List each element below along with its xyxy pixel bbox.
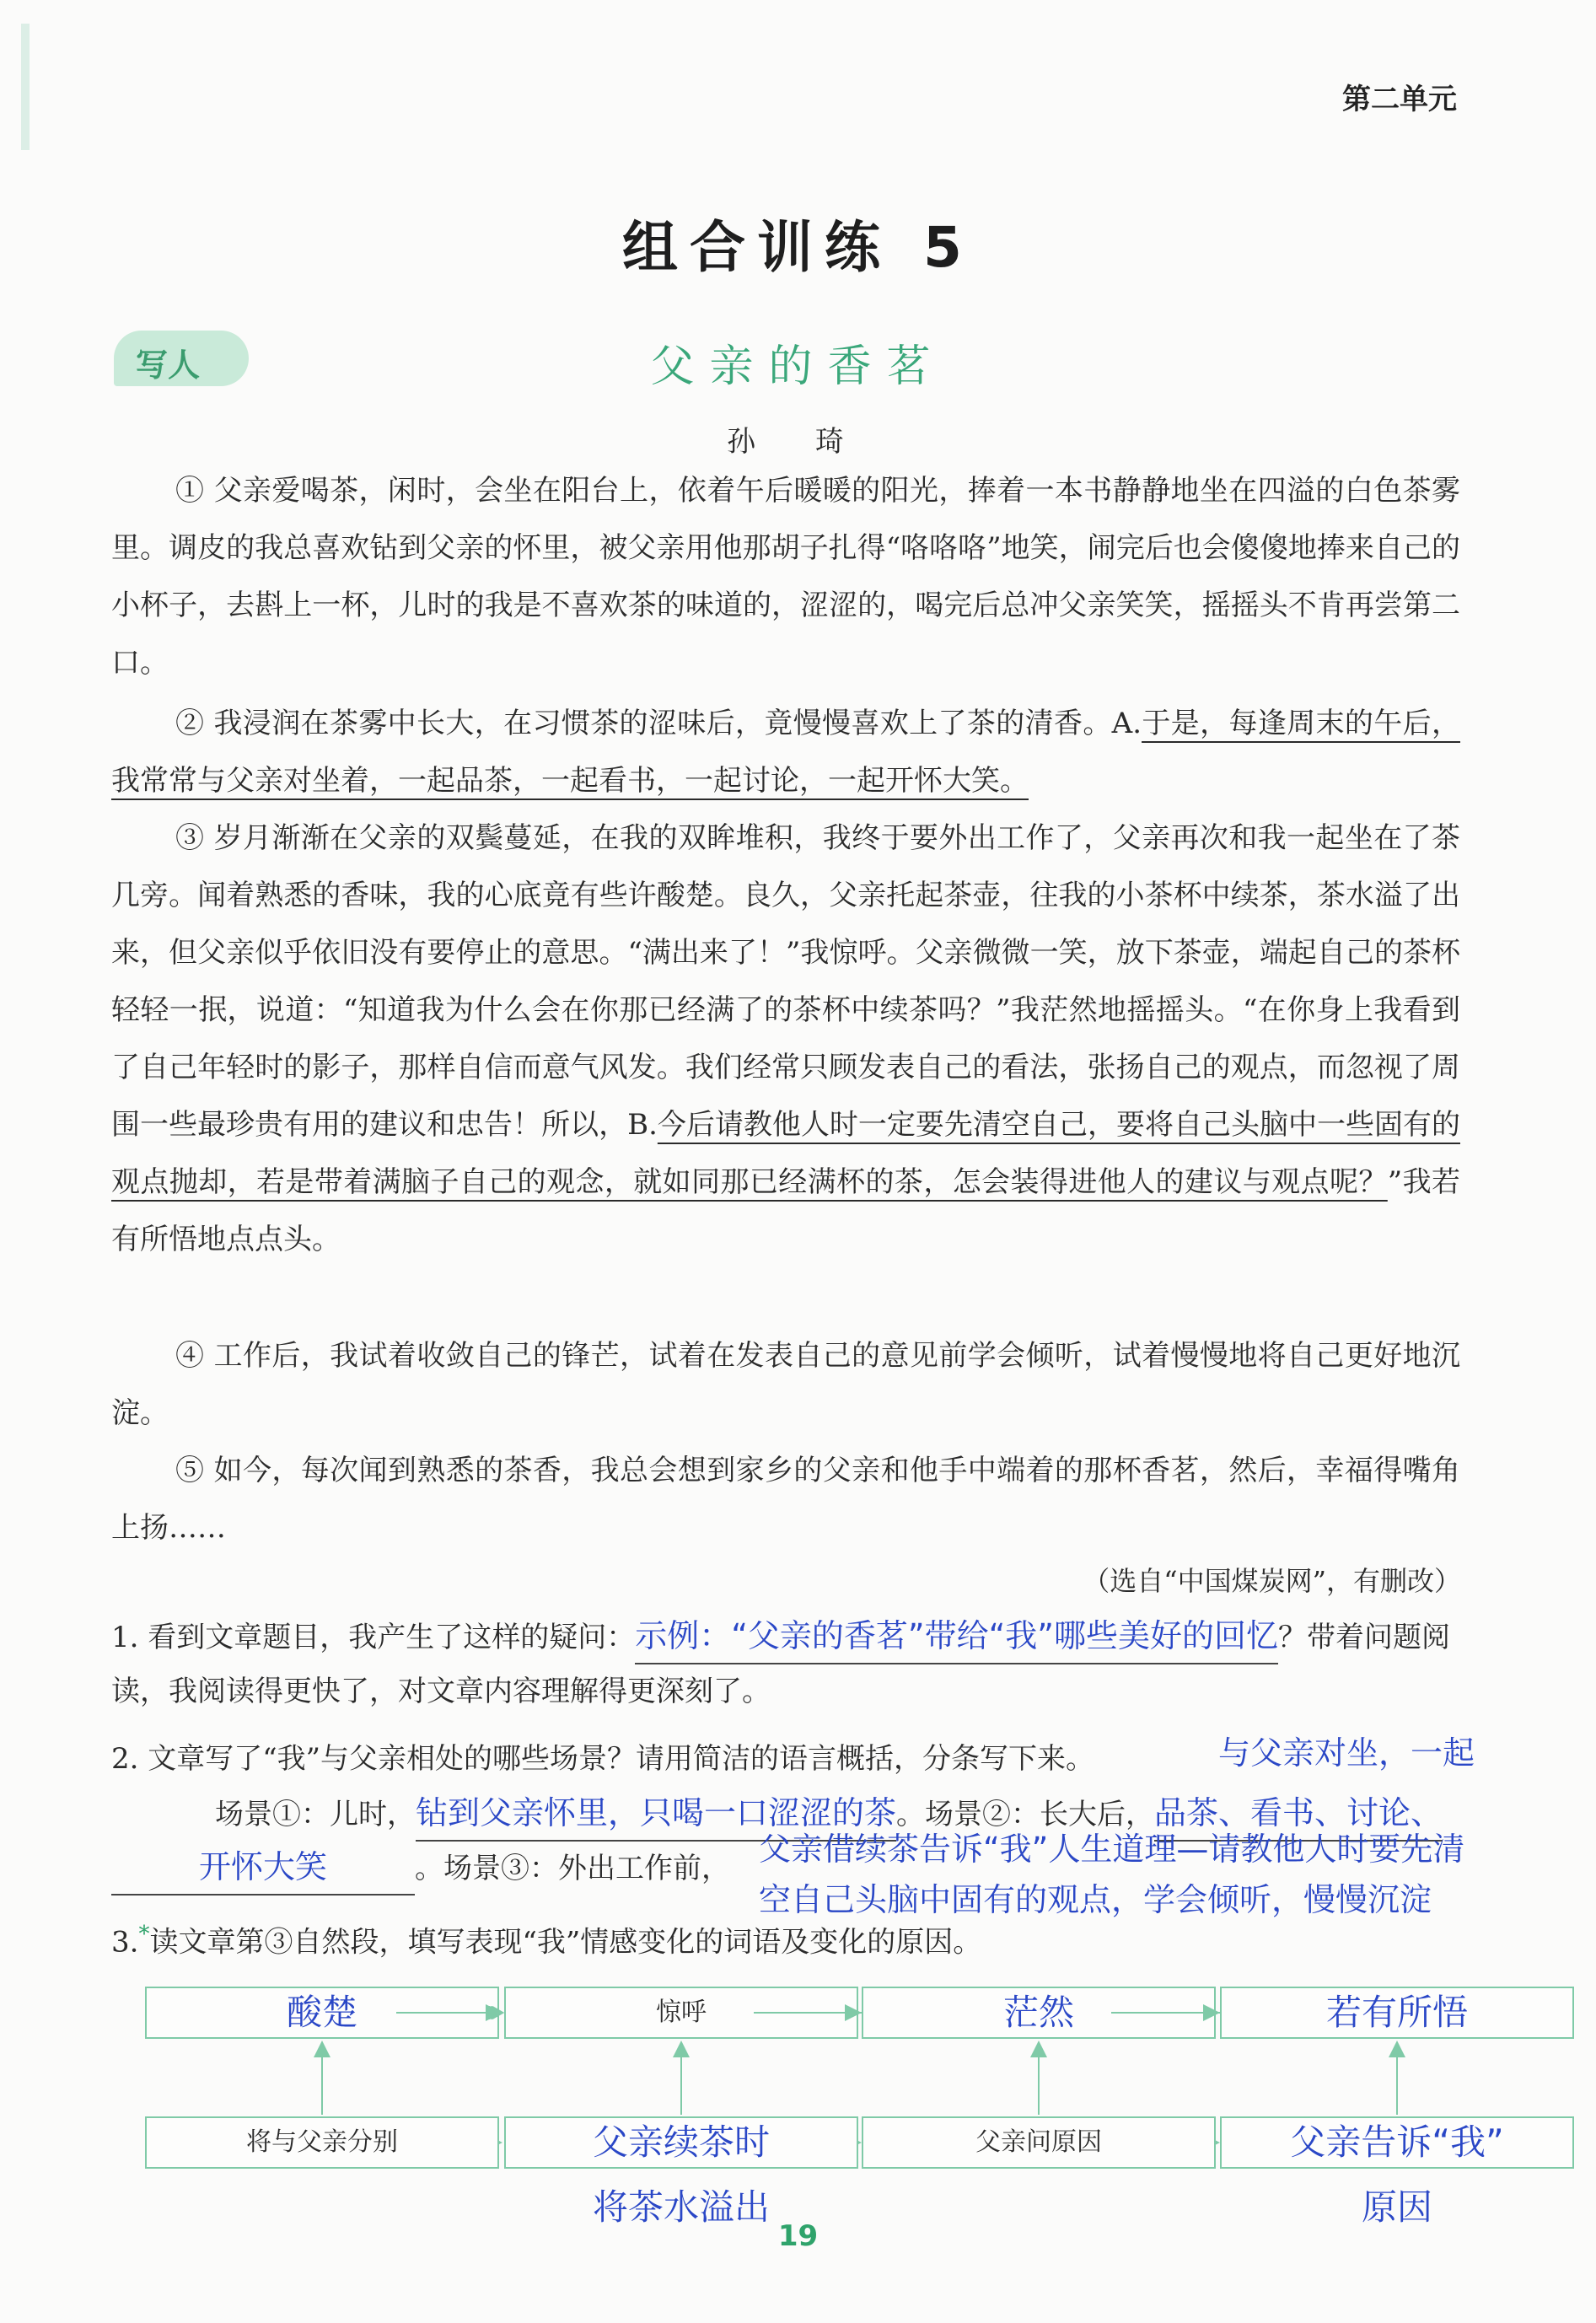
paragraph-5: ⑤ 如今，每次闻到熟悉的茶香，我总会想到家乡的父亲和他手中端着的那杯香茗，然后，幸福得嘴角上扬…… bbox=[111, 1454, 1460, 1545]
scene-3-label: 。场景③：外出工作前， bbox=[415, 1852, 730, 1885]
reason-box-1: 将与父亲分别 bbox=[145, 2116, 499, 2169]
reason-box-2[interactable]: 父亲续茶时 bbox=[504, 2116, 858, 2169]
reason-box-4[interactable]: 父亲告诉“我” bbox=[1220, 2116, 1574, 2169]
scene-1-label: 场景①：儿时， bbox=[215, 1798, 416, 1831]
question-1-prompt: 1. 看到文章题目，我产生了这样的疑问： bbox=[111, 1621, 636, 1654]
underlined-sentence-b: 今后请教他人时一定要先清空自己，要将自己头脑中一些固有的观点抛却，若是带着满脑子自己的观念，就如同那已经满杯的茶，怎会装得进他人的建议与观点呢？ bbox=[111, 1108, 1460, 1199]
article-source: （选自“中国煤炭网”，有删改） bbox=[1083, 1565, 1461, 1597]
paragraph-1: ① 父亲爱喝茶，闲时，会坐在阳台上，依着午后暖暖的阳光，捧着一本书静静地坐在四溢的白色茶雾里。调皮的我总喜欢钻到父亲的怀里，被父亲用他那胡子扎得“咯咯咯”地笑，闹完后也会傻傻地捧来自己的小杯子，去斟上一杯，儿时的我是不喜欢茶的味道的，涩涩的，喝完后总冲父亲笑笑，摇摇头不肯再尝第二口。 bbox=[111, 474, 1460, 680]
scene-2-label: 。场景②：长大后， bbox=[896, 1798, 1155, 1831]
reason-box-2-continued: 将茶水溢出 bbox=[592, 2186, 770, 2228]
scene-2-answer-c[interactable]: 开怀大笑 bbox=[111, 1840, 415, 1896]
scene-3-answer-a[interactable]: 父亲借续茶告诉“我”人生道理—请教他人时要先清 bbox=[759, 1831, 1465, 1868]
scene-2-answer-b[interactable]: 品茶、看书、讨论、 bbox=[1154, 1786, 1443, 1842]
article-author: 孙 琦 bbox=[727, 425, 869, 459]
paragraph-3-text: ③ 岁月渐渐在父亲的双鬓蔓延，在我的双眸堆积，我终于要外出工作了，父亲再次和我一起坐在了茶几旁。闻着熟悉的香味，我的心底竟有些许酸楚。良久，父亲托起茶壶，往我的小茶杯中续茶，茶水溢了出来，但父亲似乎依旧没有要停止的意思。“满出来了！”我惊呼。父亲微微一笑，放下茶壶，端起自己的茶杯轻轻一抿，说道：“知道我为什么会在你那已经满了的茶杯中续茶吗？”我茫然地摇摇头。“在你身上我看到了自己年轻时的影子，那样自信而意气风发。我们经常只顾发表自己的看法，张扬自己的观点，而忽视了周围一些最珍贵有用的建议和忠告！所以，B. bbox=[111, 821, 1460, 1142]
paragraph-2-text: ② 我浸润在茶雾中长大，在习惯茶的涩味后，竟慢慢喜欢上了茶的清香。A. bbox=[175, 707, 1142, 740]
reason-box-4-continued: 原因 bbox=[1361, 2186, 1432, 2228]
article-title: 父亲的香茗 bbox=[650, 341, 946, 392]
question-3-text: 读文章第③自然段，填写表现“我”情感变化的词语及变化的原因。 bbox=[149, 1925, 982, 1960]
emotion-box-4[interactable]: 若有所悟 bbox=[1220, 1987, 1574, 2039]
emotion-box-2: 惊呼 bbox=[504, 1987, 858, 2039]
question-2-prompt: 2. 文章写了“我”与父亲相处的哪些场景？请用简洁的语言概括，分条写下来。 bbox=[111, 1742, 1095, 1776]
question-1-after: ？带着问题阅读，我阅读得更快了，对文章内容理解得更深刻了。 bbox=[111, 1621, 1450, 1708]
paragraph-4: ④ 工作后，我试着收敛自己的锋芒，试着在发表自己的意见前学会倾听，试着慢慢地将自己更好地沉淀。 bbox=[111, 1339, 1460, 1430]
emotion-box-1[interactable]: 酸楚 bbox=[145, 1987, 499, 2039]
scene-3-answer-b[interactable]: 空自己头脑中固有的观点，学会倾听，慢慢沉淀 bbox=[759, 1881, 1432, 1918]
paragraph-3-end: ”我若有所悟地点点头。 bbox=[111, 1165, 1460, 1256]
question-2-scene2-answer-a[interactable]: 与父亲对坐，一起 bbox=[1218, 1734, 1475, 1772]
unit-label: 第二单元 bbox=[1342, 83, 1457, 116]
exercise-title: 组合训练 5 bbox=[622, 215, 974, 280]
reason-box-3: 父亲问原因 bbox=[862, 2116, 1216, 2169]
question-1-answer[interactable]: 示例：“父亲的香茗”带给“我”哪些美好的回忆 bbox=[635, 1609, 1278, 1664]
genre-tag-label: 写人 bbox=[136, 347, 201, 384]
question-3-number: 3. bbox=[111, 1925, 139, 1960]
underlined-sentence-a: 于是，每逢周末的午后，我常常与父亲对坐着，一起品茶，一起看书，一起讨论，一起开怀大笑。 bbox=[111, 707, 1461, 798]
scene-1-answer[interactable]: 钻到父亲怀里，只喝一口涩涩的茶 bbox=[416, 1786, 896, 1842]
star-icon: * bbox=[138, 1922, 150, 1947]
emotion-box-3[interactable]: 茫然 bbox=[862, 1987, 1216, 2039]
page-number: 19 bbox=[777, 2219, 819, 2253]
